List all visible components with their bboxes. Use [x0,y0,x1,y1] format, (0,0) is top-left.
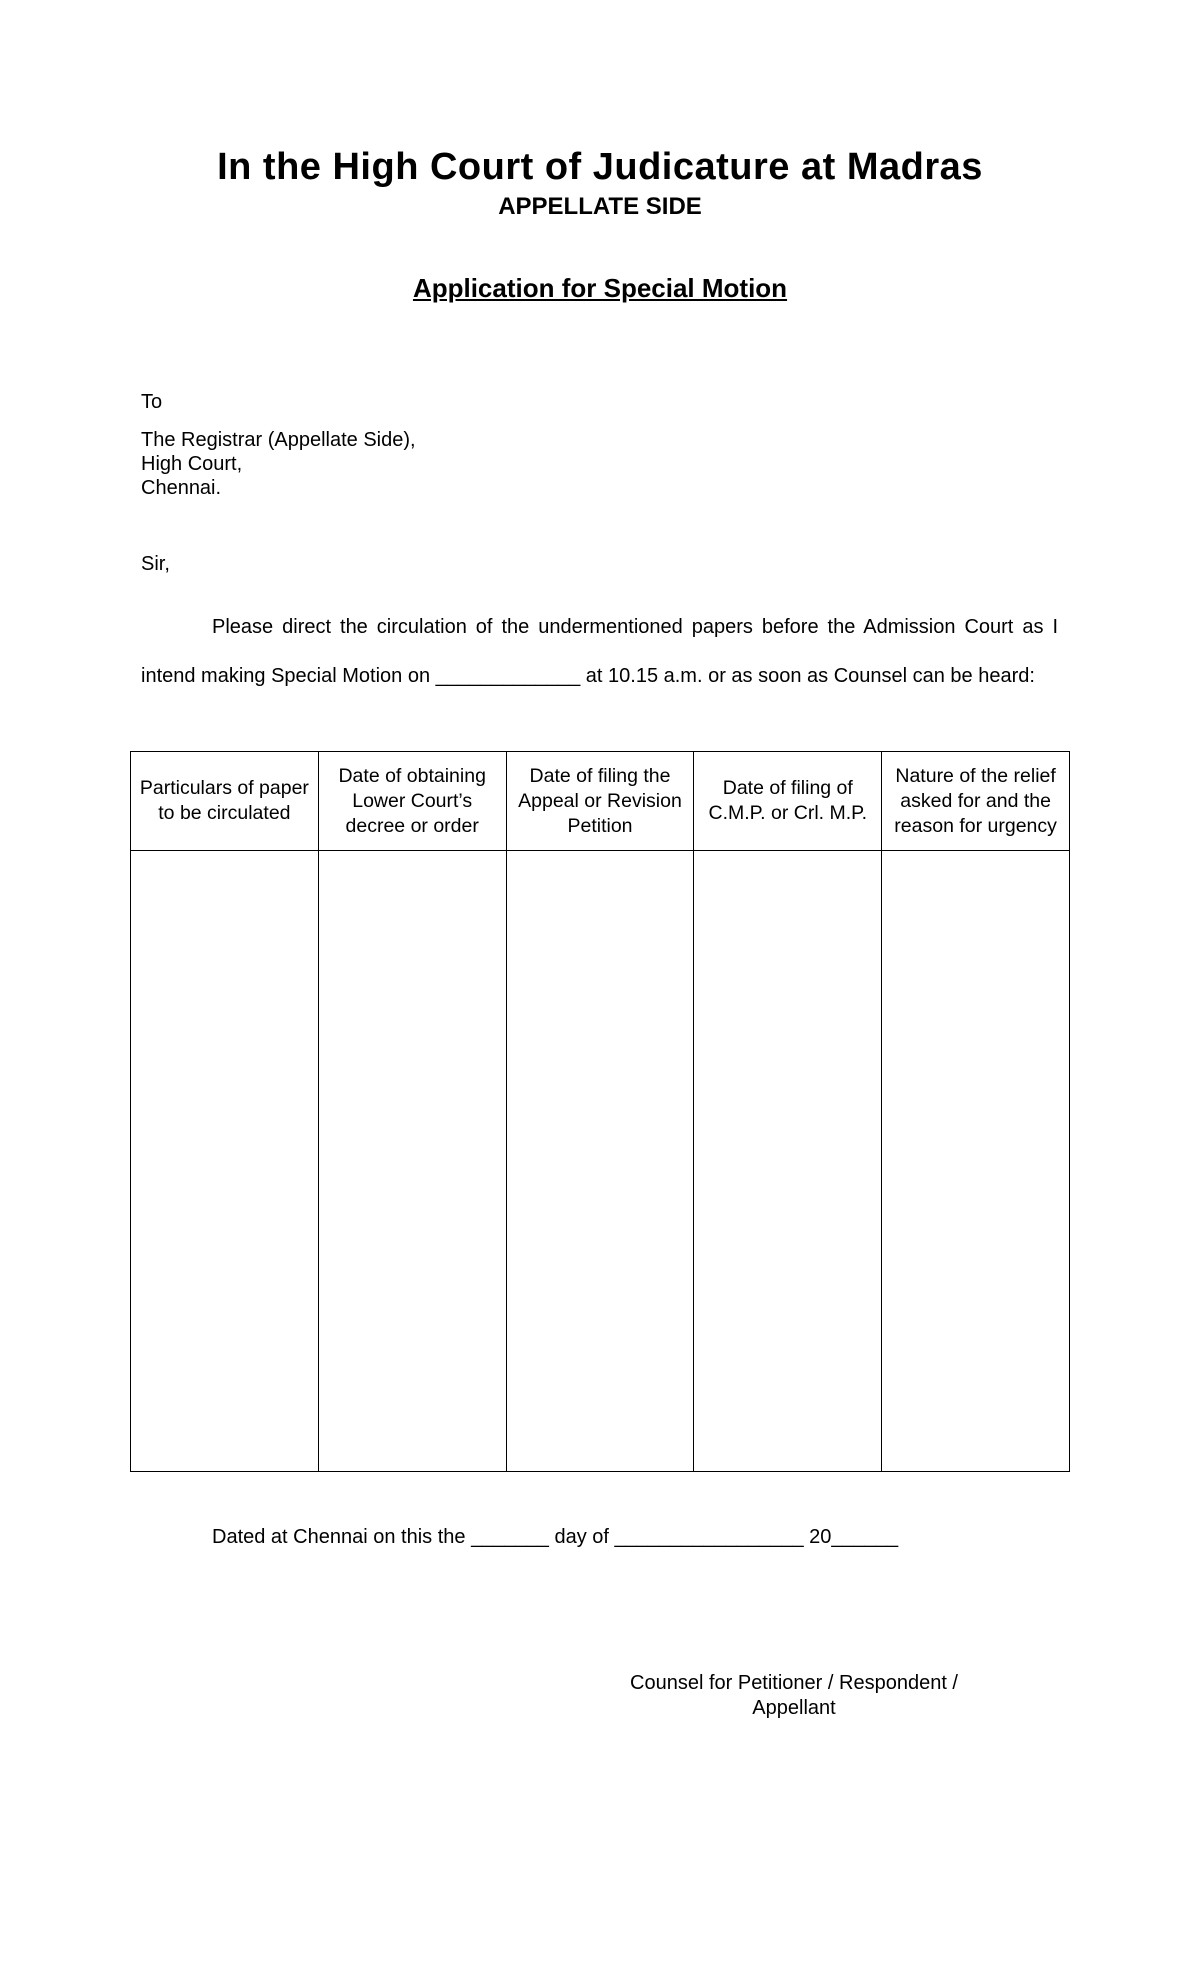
to-label: To [141,391,163,413]
column-header-relief-urgency: Nature of the relief asked for and the reason for urgency [882,752,1070,851]
table-row [131,851,1070,1472]
address-line: High Court, [141,453,243,475]
salutation: Sir, [141,553,170,575]
column-header-lower-court-date: Date of obtaining Lower Court’s decree or order [318,752,506,851]
letter-body: Please direct the circulation of the undermentioned papers before the Admission Court as I intend making Special Motion on _____________ at 10.15 a.m. or as soon as Counsel can be heard: [141,616,1058,687]
column-header-particulars: Particulars of paper to be circulated [131,752,319,851]
table-cell-appeal-filing-date[interactable] [506,851,694,1472]
address-line: Chennai. [141,477,222,499]
counsel-signature: Counsel for Petitioner / Respondent / Appellant [630,1672,958,1719]
table-cell-particulars[interactable] [131,851,319,1472]
form-title: Application for Special Motion [412,273,788,303]
dated-line: Dated at Chennai on this the _______ day of _________________ 20______ [212,1526,899,1548]
table-cell-cmp-filing-date[interactable] [694,851,882,1472]
table-header-row [131,752,1070,851]
table-cell-relief-urgency[interactable] [882,851,1070,1472]
court-title: In the High Court of Judicature at Madras [217,146,983,188]
table-cell-lower-court-date[interactable] [318,851,506,1472]
papers-table [130,751,1070,1472]
side-title: APPELLATE SIDE [498,193,702,220]
column-header-cmp-filing-date: Date of filing of C.M.P. or Crl. M.P. [694,752,882,851]
column-header-appeal-filing-date: Date of filing the Appeal or Revision Petition [506,752,694,851]
address-line: The Registrar (Appellate Side), [141,429,416,451]
addressee-block [141,428,416,500]
